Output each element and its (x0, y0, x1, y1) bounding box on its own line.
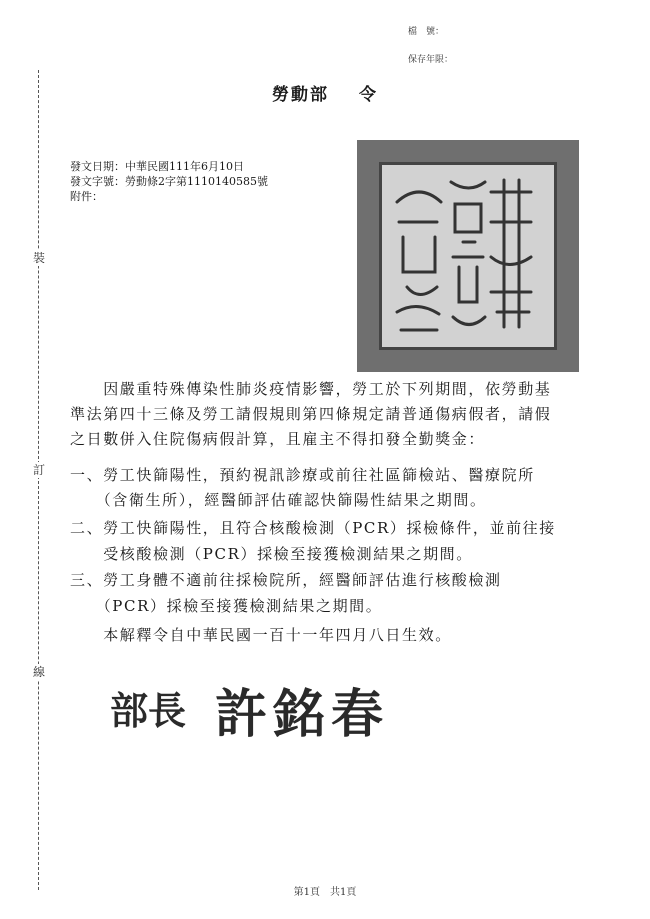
body-line-7: 受核酸檢測（PCR）採檢至接獲檢測結果之期間。 (70, 545, 473, 563)
signature-title: 部長 (110, 689, 187, 733)
document-type: 令 (359, 85, 378, 105)
binding-mark-zhuang: 裝 (32, 251, 45, 265)
body-line-4: 一、勞工快篩陽性，預約視訊診療或前往社區篩檢站、醫療院所 (70, 466, 535, 484)
retention-period-label: 保存年限： (408, 55, 454, 65)
file-number-label: 檔 號： (408, 27, 445, 37)
body-line-9: （PCR）採檢至接獲檢測結果之期間。 (70, 597, 383, 615)
body-line-2: 準法第四十三條及勞工請假規則第四條規定請普通傷病假者，請假 (70, 405, 552, 423)
issuing-agency: 勞動部 (272, 85, 329, 105)
page-number: 第1頁 共1頁 (293, 887, 357, 898)
binding-line (38, 70, 39, 890)
body-line-6: 二、勞工快篩陽性，且符合核酸檢測（PCR）採檢條件，並前往接 (70, 519, 556, 537)
binding-mark-xian: 線 (32, 665, 45, 679)
page-title (0, 80, 650, 105)
official-seal (357, 140, 579, 372)
body-line-10: 本解釋令自中華民國一百十一年四月八日生效。 (70, 626, 452, 644)
body-line-8: 三、勞工身體不適前往採檢院所，經醫師評估進行核酸檢測 (70, 571, 502, 589)
seal-script-graphic (379, 162, 557, 350)
body-line-3: 之日數併入住院傷病假計算，且雇主不得扣發全勤獎金： (70, 430, 486, 448)
attachment-label: 附件： (70, 190, 103, 203)
signature-name: 許銘春 (215, 685, 390, 745)
issue-date: 發文日期：中華民國111年6月10日 (70, 160, 244, 173)
body-line-1: 因嚴重特殊傳染性肺炎疫情影響，勞工於下列期間，依勞動基 (70, 380, 552, 398)
document-number: 發文字號：勞動條2字第1110140585號 (70, 175, 268, 188)
body-line-5: （含衛生所），經醫師評估確認快篩陽性結果之期間。 (70, 491, 487, 509)
binding-mark-ding: 訂 (32, 463, 45, 477)
